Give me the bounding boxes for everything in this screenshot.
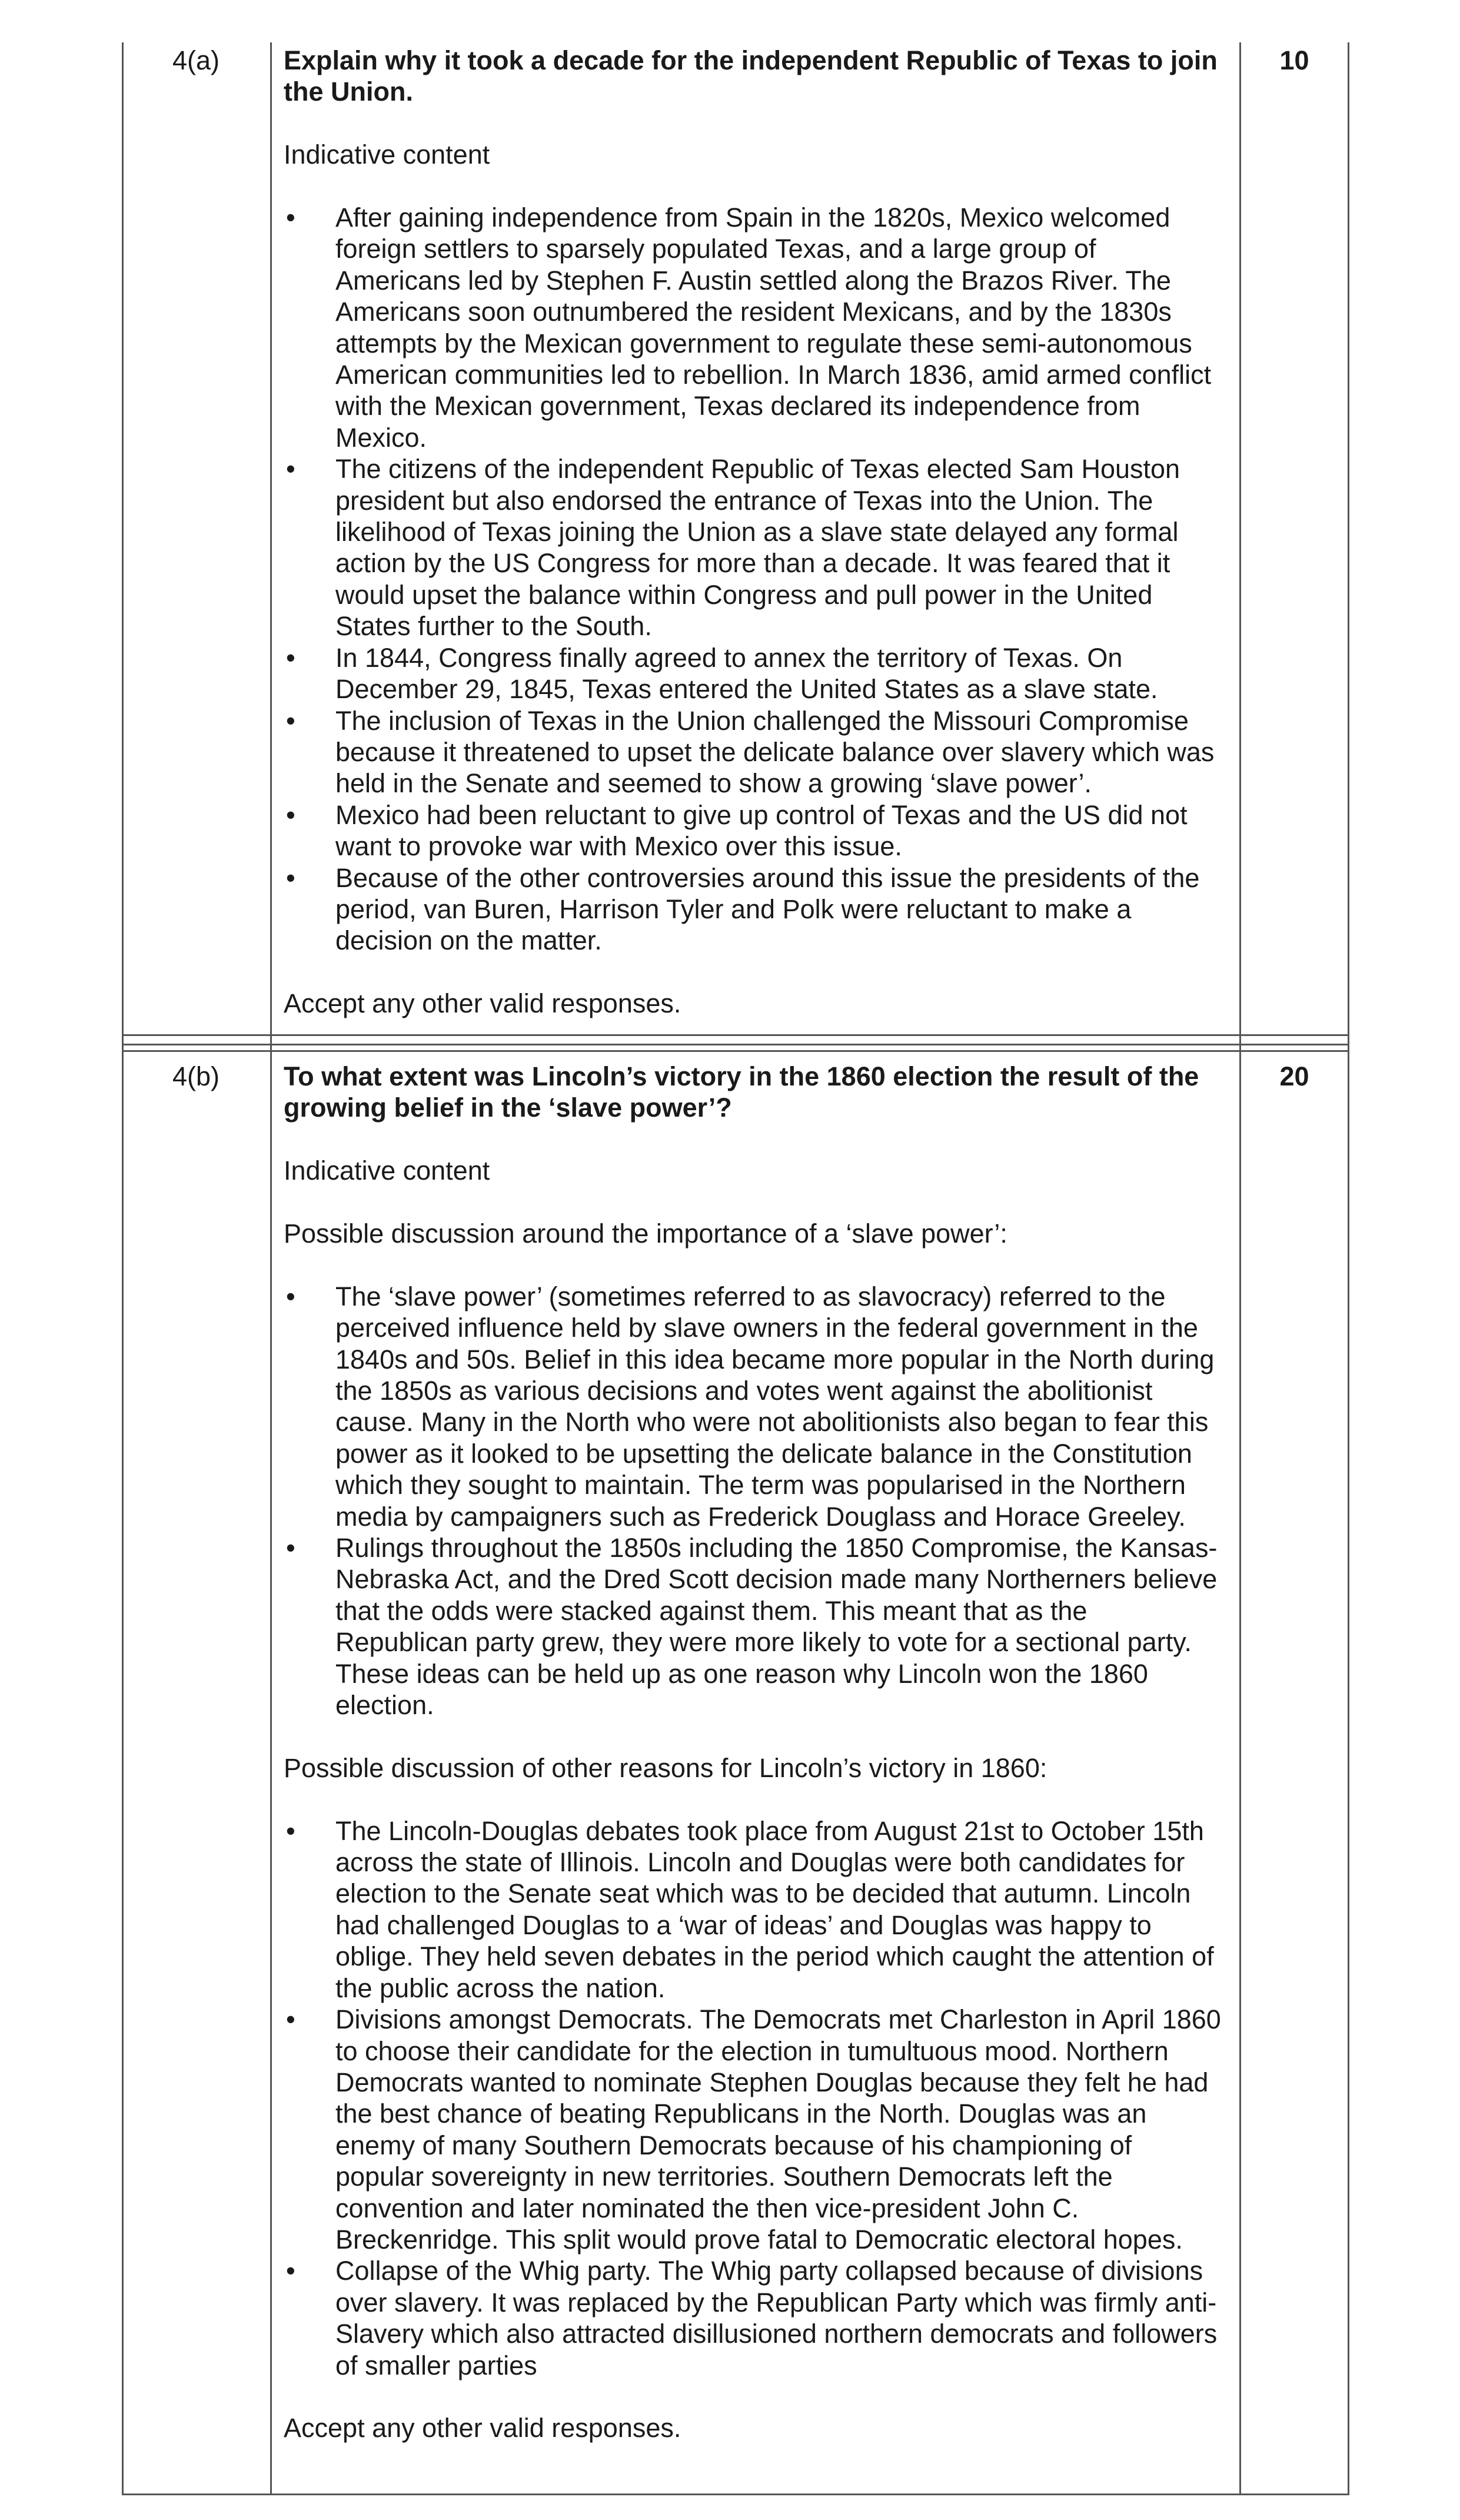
bullet-list — [284, 1815, 1225, 2381]
question-number: 4(b) — [172, 1061, 220, 1091]
question-text: Explain why it took a decade for the independent Republic of Texas to join the Union. — [284, 45, 1218, 107]
bullet-icon: • — [286, 202, 295, 233]
section-heading: Possible discussion around the importance of a ‘slave power’: — [284, 1219, 1007, 1249]
bullet-icon: • — [286, 1281, 295, 1312]
bullet-icon: • — [286, 1533, 295, 1563]
question-cell — [284, 1061, 1225, 2444]
bullet-icon: • — [286, 862, 295, 893]
bullet-icon: • — [286, 642, 295, 673]
question-cell — [284, 45, 1225, 1020]
bullet-icon: • — [286, 2004, 295, 2035]
question-marks: 20 — [1279, 1061, 1309, 1091]
list-item: • Divisions amongst Democrats. The Democrats met Charleston in April 1860 to choose their candidate for the election in tumultuous mood. Northern Democrats wanted to nominate Stephen Douglas because they felt he had the best chance of beating Republicans in the North. Douglas was an enemy of many Southern Democrats because of his championing of popular sovereignty in new territories. Southern Democrats left the convention and later nominated the then vice-president John C. Breckenridge. This split would prove fatal to Democratic electoral hopes. — [286, 2004, 1221, 2255]
list-item: • Collapse of the Whig party. The Whig party collapsed because of divisions over slavery. It was replaced by the Republican Party which was firmly anti-Slavery which also attracted disillusioned northern democrats and followers of smaller parties — [286, 2256, 1218, 2380]
list-item: • The inclusion of Texas in the Union challenged the Missouri Compromise because it threatened to upset the delicate balance over slavery which was held in the Senate and seemed to show a growing ‘slave power’. — [286, 705, 1215, 799]
list-item: • Because of the other controversies around this issue the presidents of the period, van Buren, Harrison Tyler and Polk were reluctant to make a decision on the matter. — [286, 862, 1200, 956]
list-item: • The citizens of the independent Republic of Texas elected Sam Houston president but also endorsed the entrance of Texas into the Union. The likelihood of Texas joining the Union as a slave state delayed any formal action by the US Congress for more than a decade. It was feared that it would upset the balance within Congress and pull power in the United States further to the South. — [286, 454, 1180, 642]
list-item: • After gaining independence from Spain in the 1820s, Mexico welcomed foreign settlers to sparsely populated Texas, and a large group of Americans led by Stephen F. Austin settled along the Brazos River. The Americans soon outnumbered the resident Mexicans, and by the 1830s attempts by the Mexican government to regulate these semi-autonomous American communities led to rebellion. In March 1836, amid armed conflict with the Mexican government, Texas declared its independence from Mexico. — [286, 202, 1212, 453]
column-divider — [1239, 42, 1241, 2495]
accept-note: Accept any other valid responses. — [284, 988, 681, 1019]
indicative-content-label: Indicative content — [284, 1156, 490, 1186]
row-divider — [122, 1044, 1349, 1045]
accept-note: Accept any other valid responses. — [284, 2413, 681, 2443]
list-item: • The Lincoln-Douglas debates took place from August 21st to October 15th across the state of Illinois. Lincoln and Douglas were both candidates for election to the Senate seat which was to be decided that autumn. Lincoln had challenged Douglas to a ‘war of ideas’ and Douglas was happy to oblige. They held seven debates in the period which caught the attention of the public across the nation. — [286, 1815, 1214, 2003]
bullet-icon: • — [286, 1815, 295, 1846]
question-number: 4(a) — [172, 45, 220, 75]
bullet-list — [284, 202, 1225, 957]
list-item: • In 1844, Congress finally agreed to annex the territory of Texas. On December 29, 1845, Texas entered the United States as a slave state. — [286, 642, 1158, 705]
bullet-icon: • — [286, 799, 295, 830]
row-divider — [122, 1034, 1349, 1036]
section-heading: Possible discussion of other reasons for Lincoln’s victory in 1860: — [284, 1752, 1047, 1783]
bullet-icon: • — [286, 2256, 295, 2286]
bullet-icon: • — [286, 454, 295, 484]
question-marks: 10 — [1279, 45, 1309, 75]
indicative-content-label: Indicative content — [284, 140, 490, 170]
table-border-bottom — [122, 2494, 1349, 2495]
table-border-right — [1348, 42, 1349, 2495]
bullet-list — [284, 1281, 1225, 1721]
row-divider — [122, 1050, 1349, 1052]
question-text: To what extent was Lincoln’s victory in the 1860 election the result of the growing belief in the ‘slave power’? — [284, 1061, 1199, 1123]
column-divider — [270, 42, 272, 2495]
mark-scheme-table — [122, 42, 1349, 2495]
table-border-left — [122, 42, 124, 2495]
bullet-icon: • — [286, 705, 295, 736]
list-item: • The ‘slave power’ (sometimes referred to as slavocracy) referred to the perceived influence held by slave owners in the federal government in the 1840s and 50s. Belief in this idea became more popular in the North during the 1850s as various decisions and votes went against the abolitionist cause. Many in the North who were not abolitionists also began to fear this power as it looked to be upsetting the delicate balance in the Constitution which they sought to maintain. The term was popularised in the Northern media by campaigners such as Frederick Douglass and Horace Greeley. — [286, 1281, 1215, 1532]
list-item: • Rulings throughout the 1850s including the 1850 Compromise, the Kansas-Nebraska Act, and the Dred Scott decision made many Northerners believe that the odds were stacked against them. This meant that as the Republican party grew, they were more likely to vote for a sectional party. These ideas can be held up as one reason why Lincoln won the 1860 election. — [286, 1533, 1218, 1721]
list-item: • Mexico had been reluctant to give up control of Texas and the US did not want to provoke war with Mexico over this issue. — [286, 799, 1188, 862]
